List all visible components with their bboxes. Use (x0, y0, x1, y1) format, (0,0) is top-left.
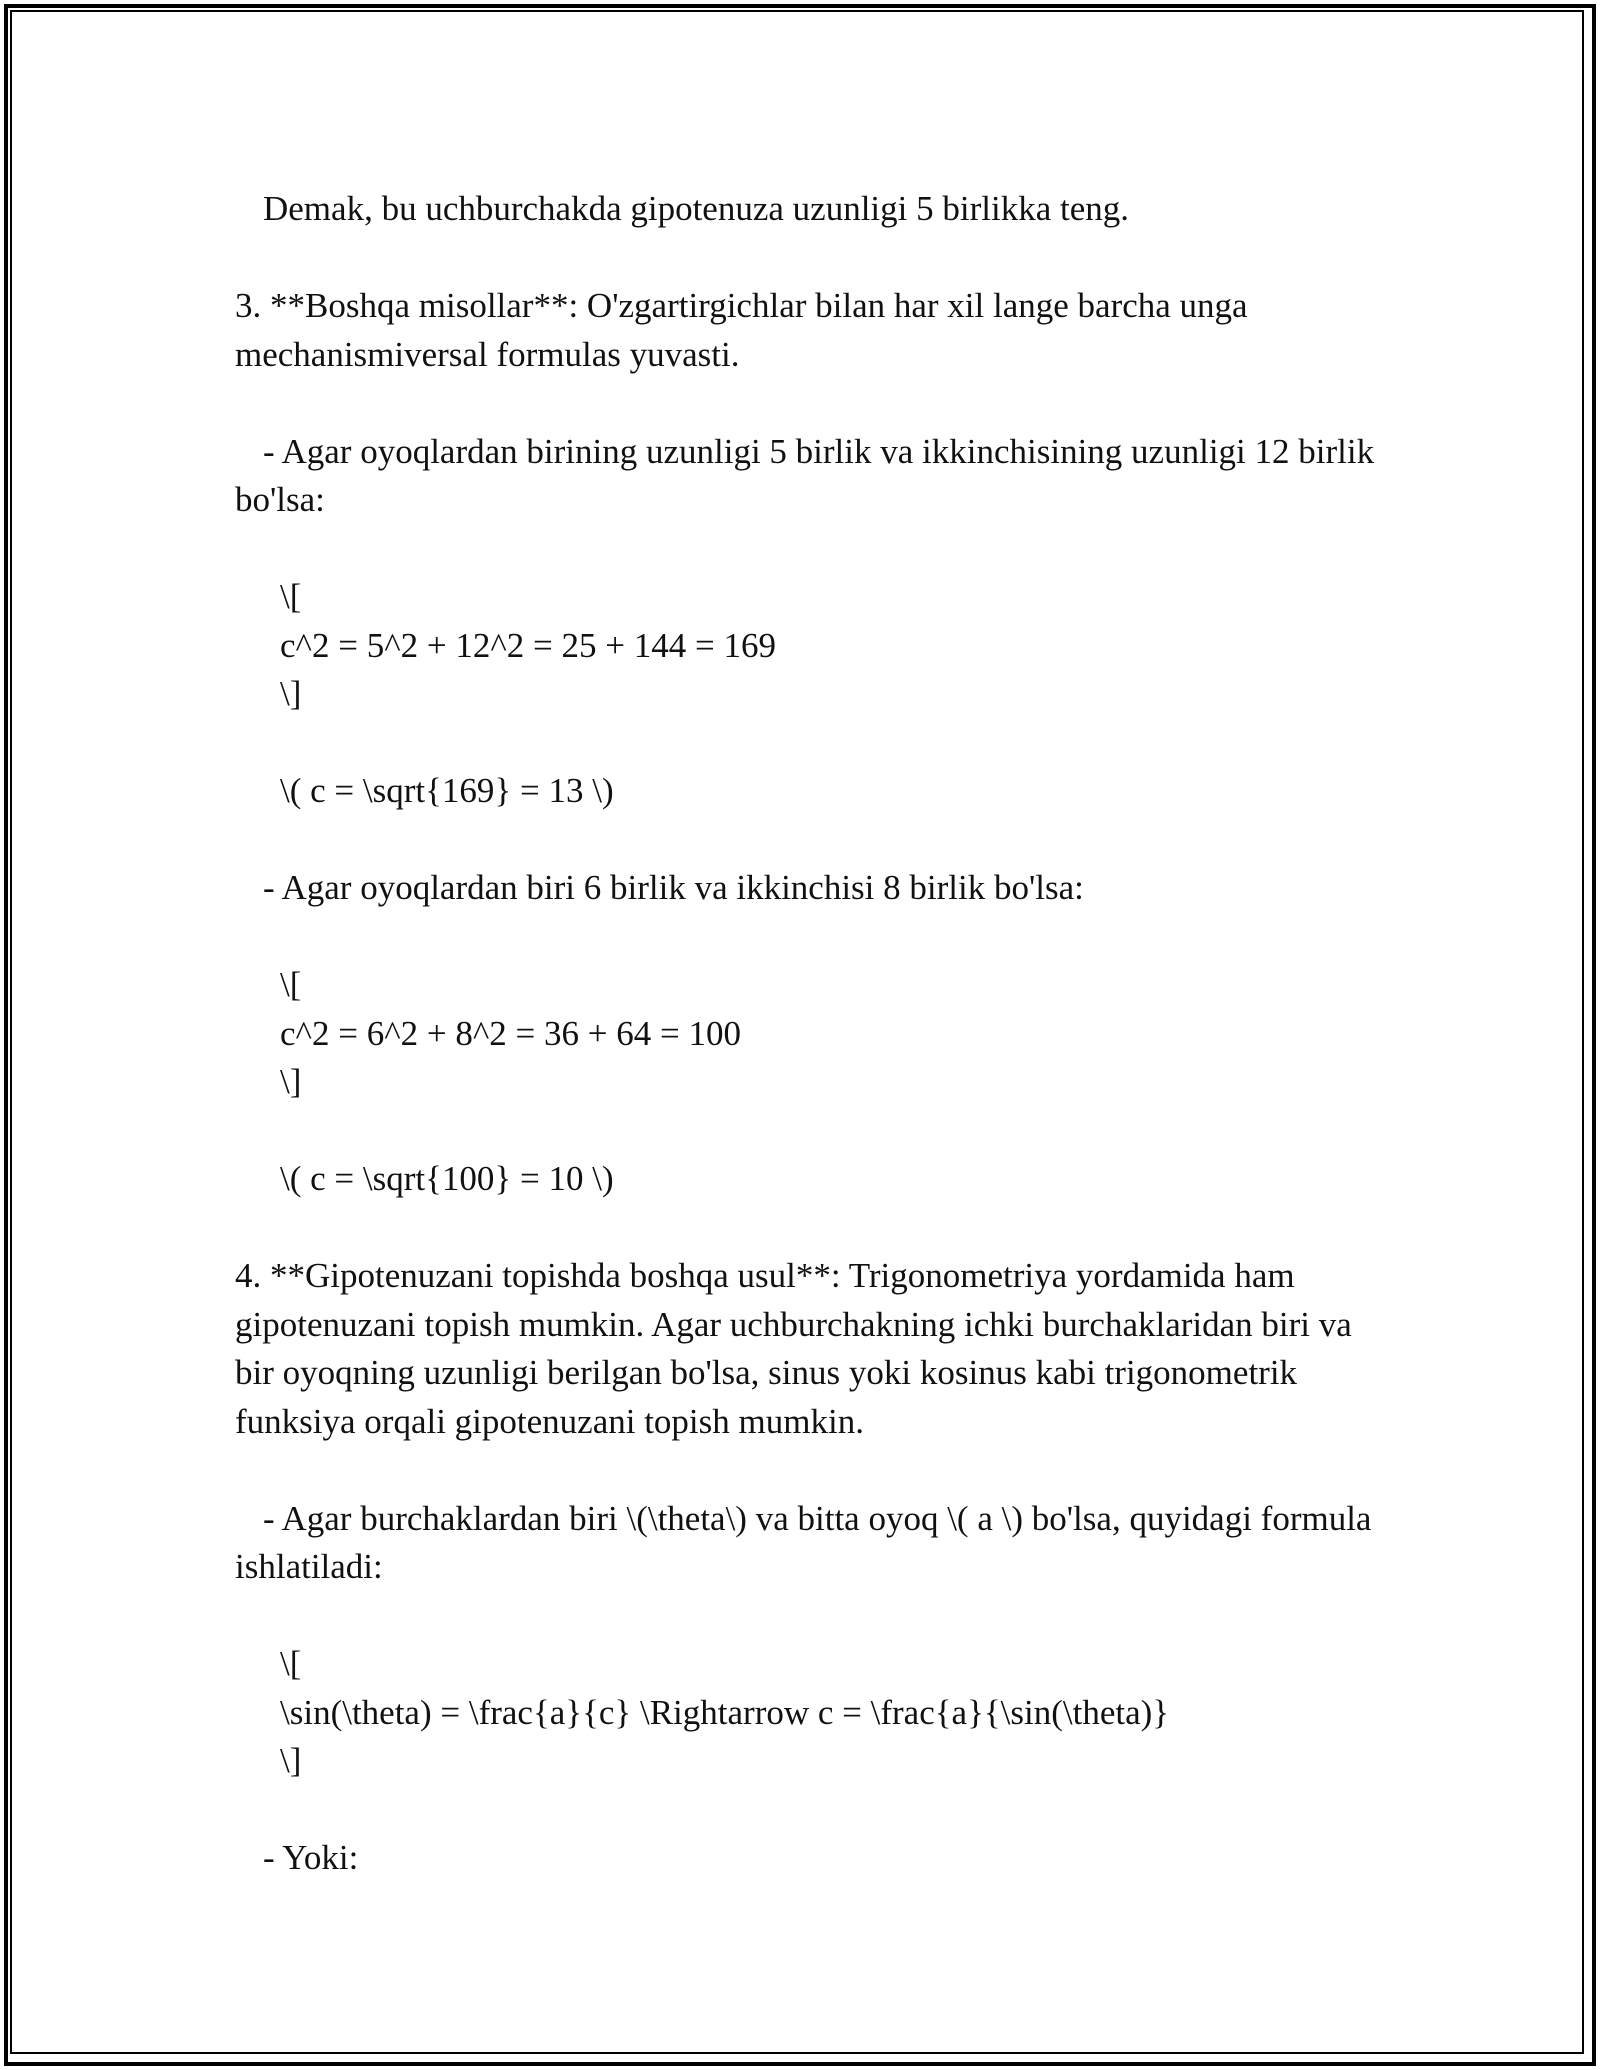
formula: \sin(\theta) = \frac{a}{c} \Rightarrow c = \frac{a}{\sin(\theta)} (280, 1692, 1170, 1732)
formula-inline: \( c = \sqrt{100} = 10 \) (280, 1159, 614, 1198)
formula-close: \] (280, 1741, 302, 1780)
sub-item: - Agar oyoqlardan birining uzunligi 5 birlik va ikkinchisining uzunligi 12 birlik bo'lsa: (235, 431, 1375, 519)
formula-open: \[ (280, 1644, 302, 1683)
text-line: Demak, bu uchburchakda gipotenuza uzunligi 5 birlikka teng. (263, 189, 1129, 228)
formula: c^2 = 6^2 + 8^2 = 36 + 64 = 100 (280, 1013, 741, 1053)
formula: c^2 = 5^2 + 12^2 = 25 + 144 = 169 (280, 625, 776, 665)
sub-item: - Agar oyoqlardan biri 6 birlik va ikkinchisi 8 birlik bo'lsa: (263, 868, 1084, 907)
formula-close: \] (280, 674, 302, 713)
formula-inline: \( c = \sqrt{169} = 13 \) (280, 771, 614, 810)
sub-item: - Yoki: (263, 1838, 359, 1877)
formula-close: \] (280, 1062, 302, 1101)
formula-open: \[ (280, 965, 302, 1004)
sub-item: - Agar burchaklardan biri \(\theta\) va bitta oyoq \( a \) bo'lsa, quyidagi formula ishlatiladi: (235, 1498, 1372, 1586)
formula-open: \[ (280, 577, 302, 616)
list-item-4: 4. **Gipotenuzani topishda boshqa usul**: Trigonometriya yordamida ham gipotenuzani topish mumkin. Agar uchburchakning ichki burchaklaridan biri va bir oyoqning uzunligi berilgan bo'lsa, sinus yoki kosinus kabi trigonometrik funksiya orqali gipotenuzani topish mumkin. (235, 1256, 1352, 1441)
list-item-3: 3. **Boshqa misollar**: O'zgartirgichlar bilan har xil lange barcha unga mechanismiversal formulas yuvasti. (235, 286, 1248, 374)
document-body (235, 185, 1375, 1883)
